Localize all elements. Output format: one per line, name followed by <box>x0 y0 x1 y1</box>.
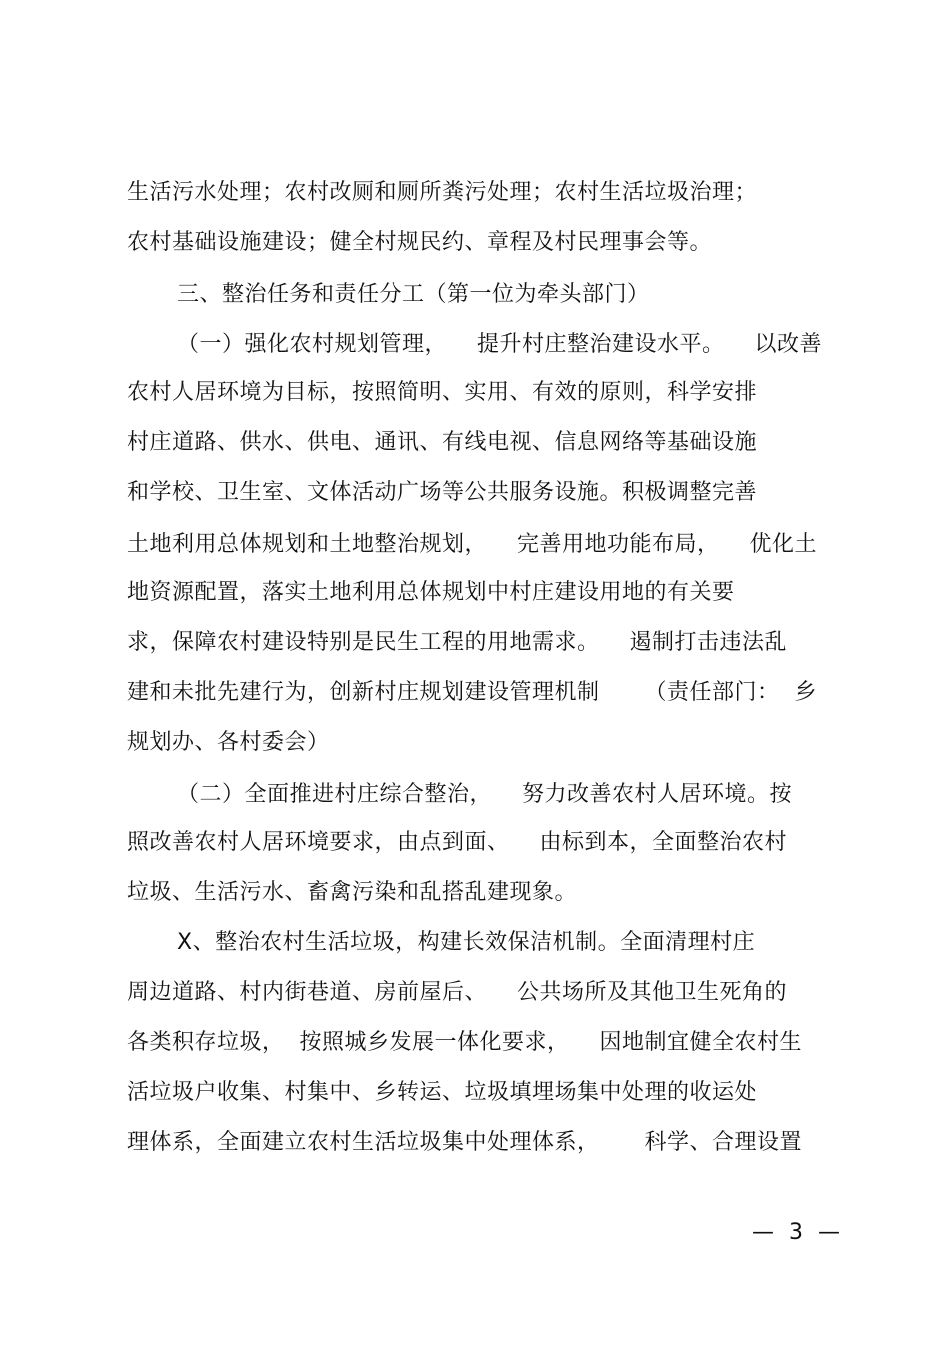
body-text-line: 活垃圾户收集、村集中、乡转运、垃圾填埋场集中处理的收运处 <box>127 1080 758 1105</box>
page-number: — 3 — <box>752 1220 844 1245</box>
body-text-line: 和学校、卫生室、文体活动广场等公共服务设施。积极调整完善 <box>127 480 758 505</box>
body-text-line: 土地利用总体规划和土地整治规划， 完善用地功能布局， 优化土 <box>127 532 817 557</box>
paragraph-first-line: （二）全面推进村庄综合整治， 努力改善农村人居环境。按 <box>177 782 792 807</box>
body-text-line: 求，保障农村建设特别是民生工程的用地需求。 遏制打击违法乱 <box>127 630 787 655</box>
body-text-line: 生活污水处理；农村改厕和厕所粪污处理；农村生活垃圾治理； <box>127 180 758 205</box>
body-text-line: 各类积存垃圾， 按照城乡发展一体化要求， 因地制宜健全农村生 <box>127 1030 802 1055</box>
section-heading: 三、整治任务和责任分工（第一位为牵头部门） <box>177 282 650 307</box>
body-text-line: 村庄道路、供水、供电、通讯、有线电视、信息网络等基础设施 <box>127 430 758 455</box>
body-text-line: 周边道路、村内街巷道、房前屋后、 公共场所及其他卫生死角的 <box>127 980 787 1005</box>
body-text-line: 建和未批先建行为，创新村庄规划建设管理机制 （责任部门： 乡 <box>127 680 817 705</box>
paragraph-first-line: （一）强化农村规划管理， 提升村庄整治建设水平。 以改善 <box>177 332 822 357</box>
body-text-line: 规划办、各村委会） <box>127 730 330 755</box>
body-text-line: 地资源配置，落实土地利用总体规划中村庄建设用地的有关要 <box>127 580 735 605</box>
body-text-line: 理体系，全面建立农村生活垃圾集中处理体系， 科学、合理设置 <box>127 1130 802 1155</box>
body-text-line: 农村基础设施建设；健全村规民约、章程及村民理事会等。 <box>127 230 713 255</box>
paragraph-first-line: X、整治农村生活垃圾，构建长效保洁机制。全面清理村庄 <box>177 930 756 955</box>
body-text-line: 垃圾、生活污水、畜禽污染和乱搭乱建现象。 <box>127 880 578 905</box>
body-text-line: 农村人居环境为目标，按照简明、实用、有效的原则，科学安排 <box>127 380 758 405</box>
body-text-line: 照改善农村人居环境要求，由点到面、 由标到本，全面整治农村 <box>127 830 787 855</box>
